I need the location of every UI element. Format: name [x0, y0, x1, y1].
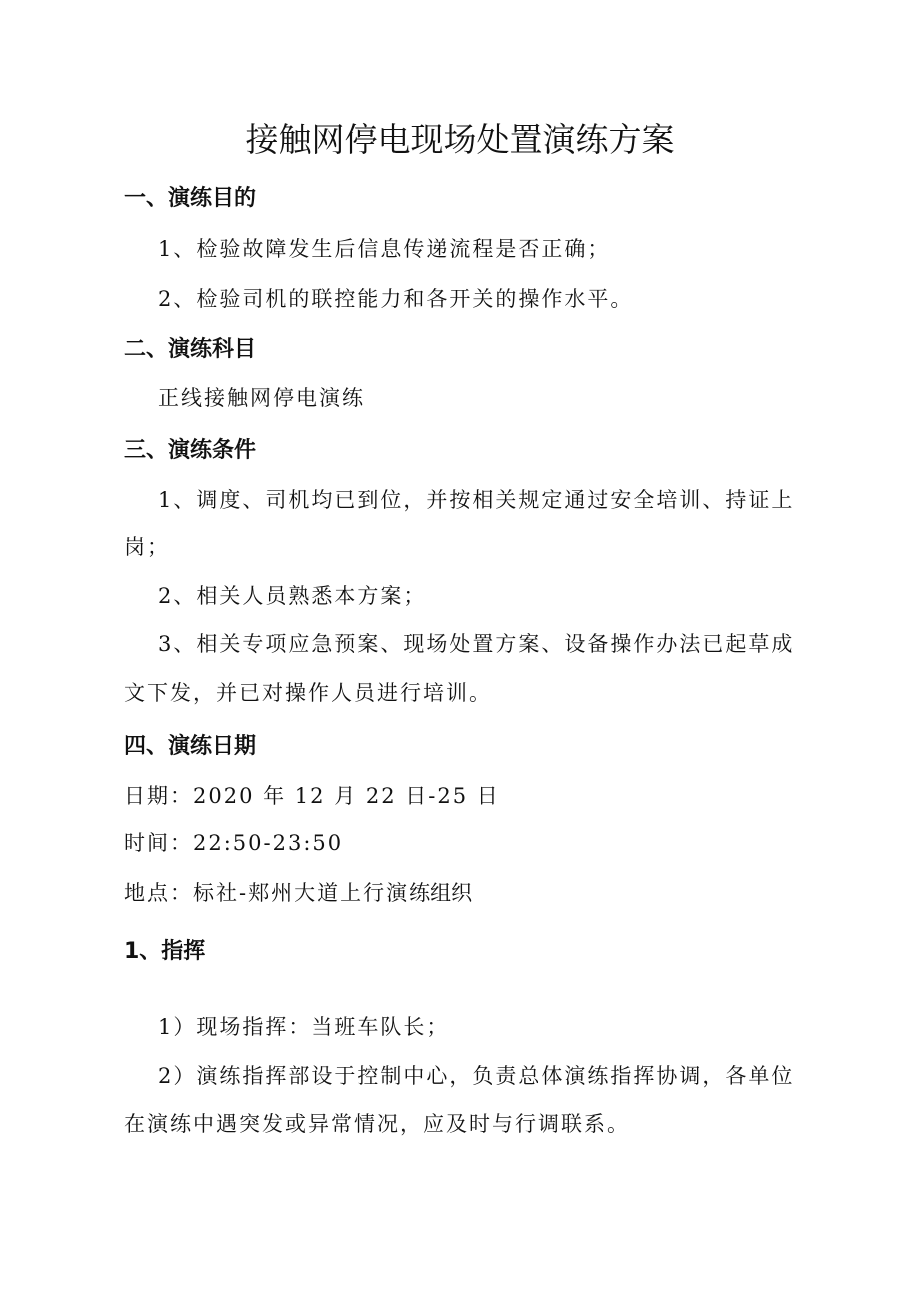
section-heading-subject: 二、演练科目	[124, 337, 257, 362]
subject-text: 正线接触网停电演练	[158, 386, 365, 410]
section-heading-schedule: 四、演练日期	[124, 734, 257, 759]
schedule-place	[124, 878, 472, 908]
subsection-heading-command: 1、指挥	[124, 939, 206, 964]
conditions-item-3-line-1: 3、相关专项应急预案、现场处置方案、设备操作办法已起草成	[158, 632, 795, 656]
schedule-time: 时间：22:50-23:50	[124, 831, 344, 855]
schedule-place-suffix: 练组织	[409, 881, 473, 905]
command-item-2-line-2: 在演练中遇突发或异常情况，应及时与行调联系。	[124, 1112, 630, 1136]
section-heading-purpose: 一、演练目的	[124, 186, 257, 211]
conditions-item-1-line-2: 岗；	[124, 535, 170, 559]
schedule-date: 日期：2020 年 12 月 22 日-25 日	[124, 784, 500, 808]
conditions-item-3-line-2: 文下发，并已对操作人员进行培训。	[124, 681, 492, 705]
purpose-item-2: 2、检验司机的联控能力和各开关的操作水平。	[158, 287, 634, 311]
conditions-item-1-line-1: 1、调度、司机均已到位，并按相关规定通过安全培训、持证上	[158, 488, 795, 512]
conditions-item-2: 2、相关人员熟悉本方案；	[158, 584, 427, 608]
command-item-2-line-1: 2）演练指挥部设于控制中心，负责总体演练指挥协调，各单位	[158, 1064, 795, 1088]
command-item-1: 1）现场指挥：当班车队长；	[158, 1015, 450, 1039]
schedule-place-text: 地点：标社-郏州大道上行演	[124, 881, 410, 905]
purpose-item-1: 1、检验故障发生后信息传递流程是否正确；	[158, 237, 611, 261]
document-title: 接触网停电现场处置演练方案	[245, 120, 675, 159]
section-heading-conditions: 三、演练条件	[124, 438, 257, 463]
